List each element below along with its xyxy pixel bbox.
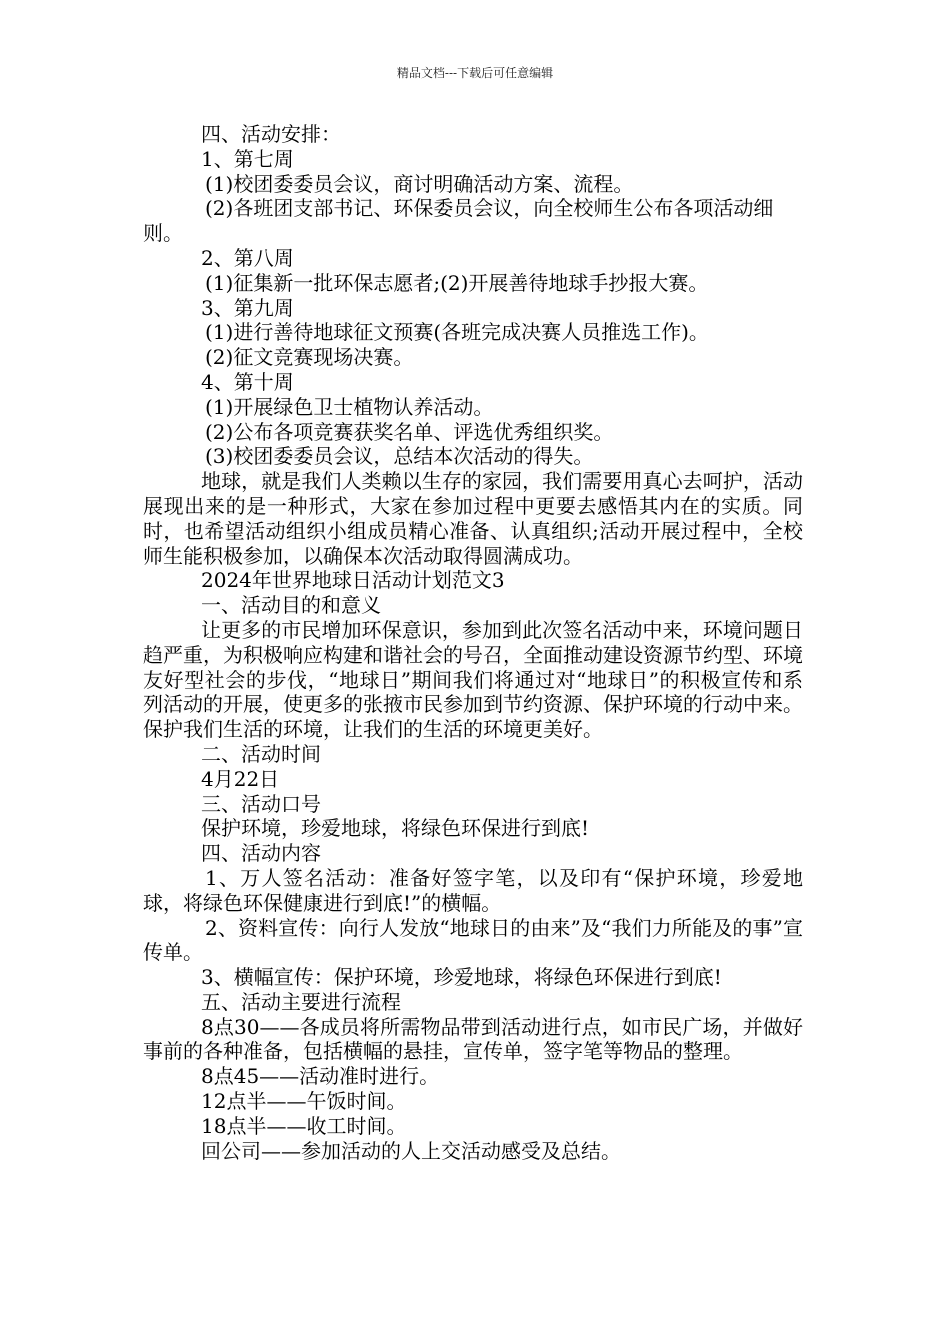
paragraph: 3、横幅宣传：保护环境，珍爱地球，将绿色环保进行到底! <box>201 965 722 990</box>
paragraph: 4月22日 <box>201 766 280 791</box>
paragraph: (1)征集新一批环保志愿者;(2)开展善待地球手抄报大赛。 <box>205 270 709 295</box>
paragraph: 2、资料宣传：向行人发放“地球日的由来”及“我们力所能及的事”宣传单。 <box>143 915 803 965</box>
paragraph: (3)校团委委员会议，总结本次活动的得失。 <box>205 444 594 469</box>
paragraph: 18点半——收工时间。 <box>201 1113 407 1138</box>
paragraph: 让更多的市民增加环保意识，参加到此次签名活动中来，环境问题日趋严重，为积极响应构建和谐社会的号召，全面推动建设资源节约型、环境友好型社会的步伐，“地球日”期间我们将通过对“地球日”的积极宣传和系列活动的开展，使更多的张掖市民参加到节约资源、保护环境的行动中来。保护我们生活的环境，让我们的生活的环境更美好。 <box>143 617 803 742</box>
page-header: 精品文档---下载后可任意编辑 <box>396 66 554 80</box>
paragraph: 三、活动口号 <box>201 791 321 816</box>
paragraph: 五、活动主要进行流程 <box>201 989 401 1014</box>
paragraph: (2)各班团支部书记、环保委员会议，向全校师生公布各项活动细则。 <box>143 196 774 246</box>
document-body <box>143 122 803 1163</box>
paragraph: 二、活动时间 <box>201 741 321 766</box>
paragraph: 四、活动安排： <box>201 122 341 146</box>
paragraph: 保护环境，珍爱地球，将绿色环保进行到底! <box>201 816 590 841</box>
paragraph: 8点45——活动准时进行。 <box>201 1064 440 1089</box>
paragraph: (2)公布各项竞赛获奖名单、评选优秀组织奖。 <box>205 419 614 444</box>
paragraph: 8点30——各成员将所需物品带到活动进行点，如市民广场，并做好事前的各种准备，包括横幅的悬挂，宣传单，签字笔等物品的整理。 <box>143 1014 803 1064</box>
paragraph: 3、第九周 <box>201 295 294 320</box>
paragraph: 2、第八周 <box>201 245 294 270</box>
paragraph: 2024年世界地球日活动计划范文3 <box>201 568 505 593</box>
paragraph: 地球，就是我们人类赖以生存的家园，我们需要用真心去呵护，活动展现出来的是一种形式，大家在参加过程中更要去感悟其内在的实质。同时，也希望活动组织小组成员精心准备、认真组织;活动开展过程中，全校师生能积极参加，以确保本次活动取得圆满成功。 <box>143 469 803 568</box>
paragraph: (2)征文竞赛现场决赛。 <box>205 345 414 370</box>
paragraph: 回公司——参加活动的人上交活动感受及总结。 <box>201 1138 621 1163</box>
paragraph: 4、第十周 <box>201 369 294 394</box>
paragraph: 1、万人签名活动：准备好签字笔，以及印有“保护环境，珍爱地球，将绿色环保健康进行到底!”的横幅。 <box>143 865 803 915</box>
paragraph: (1)开展绿色卫士植物认养活动。 <box>205 394 494 419</box>
paragraph: 四、活动内容 <box>201 841 321 866</box>
paragraph: 1、第七周 <box>201 146 294 171</box>
paragraph: 一、活动目的和意义 <box>201 593 381 618</box>
paragraph: (1)进行善待地球征文预赛(各班完成决赛人员推选工作)。 <box>205 320 709 345</box>
paragraph: (1)校团委委员会议，商讨明确活动方案、流程。 <box>205 171 634 196</box>
paragraph: 12点半——午饭时间。 <box>201 1089 407 1114</box>
